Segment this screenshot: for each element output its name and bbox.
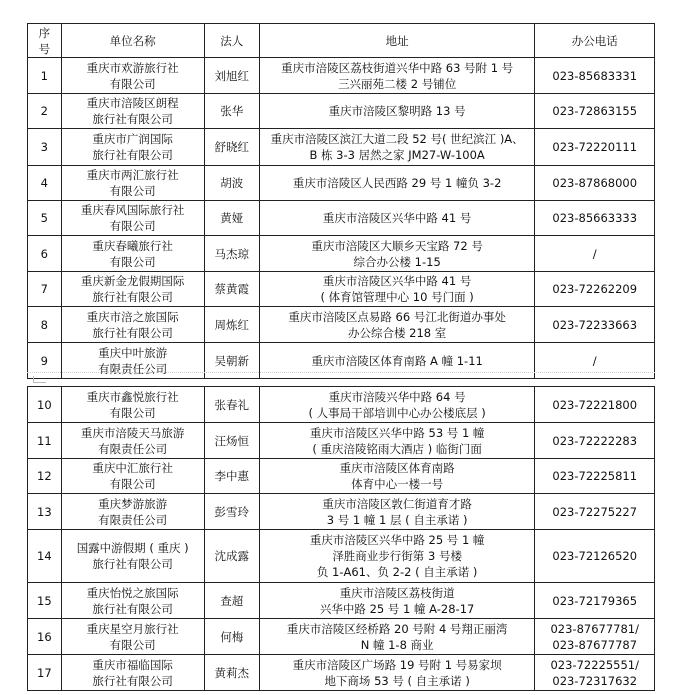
cell-legal	[204, 166, 259, 201]
table-row	[28, 58, 655, 94]
cell-phone	[535, 619, 655, 655]
cell-unit	[61, 58, 204, 94]
cell-address-text: 重庆市涪陵区点易路 66 号江北街道办事处 办公综合楼 218 室	[288, 309, 506, 340]
cell-unit	[61, 387, 204, 423]
cell-phone-text: 023-72863155	[552, 104, 638, 118]
cell-legal	[204, 583, 259, 619]
cell-legal-text: 彭雪玲	[214, 504, 249, 519]
cell-no	[28, 459, 62, 494]
cell-phone	[535, 530, 655, 583]
cell-unit-text: 重庆春风国际旅行社 有限公司	[80, 203, 185, 233]
cell-unit	[61, 236, 204, 272]
cell-legal-text: 汪炀恒	[214, 433, 249, 448]
cell-no-text: 3	[40, 140, 48, 154]
cell-phone-text: /	[592, 353, 597, 368]
cell-legal-text: 黄娅	[220, 211, 244, 225]
cell-unit	[61, 166, 204, 201]
cell-no	[28, 655, 62, 691]
header-phone	[535, 24, 655, 58]
cell-address-text: 重庆市涪陵区广场路 19 号附 1 号易家坝 地下商场 53 号 ( 自主承诺 )	[292, 657, 502, 688]
cell-legal-text: 舒晓红	[214, 140, 249, 154]
cell-no	[28, 272, 62, 307]
cell-unit-text: 重庆市涪陵天马旅游 有限责任公司	[80, 425, 185, 456]
cell-no-text: 4	[40, 176, 48, 190]
cell-unit	[61, 129, 204, 166]
cell-phone	[535, 58, 655, 94]
cell-unit	[61, 530, 204, 583]
cell-legal-text: 沈成露	[214, 549, 249, 563]
cell-unit	[61, 583, 204, 619]
header-unit	[61, 24, 204, 58]
cell-legal	[204, 530, 259, 583]
cell-phone	[535, 272, 655, 307]
cell-legal	[204, 201, 259, 236]
cell-phone	[535, 494, 655, 530]
table-header-row	[28, 24, 655, 58]
cell-unit-text: 重庆市广润国际 旅行社有限公司	[92, 132, 173, 162]
cell-phone	[535, 307, 655, 343]
cell-no	[28, 58, 62, 94]
cell-no	[28, 494, 62, 530]
cell-address	[259, 583, 535, 619]
cell-no-text: 2	[40, 104, 48, 118]
table-row	[28, 530, 655, 583]
cell-address-text: 重庆市涪陵区体育南路 体育中心一楼一号	[339, 461, 455, 491]
cell-phone-text: 023-72275227	[552, 504, 638, 519]
cell-address-text: 重庆市涪陵区兴华中路 25 号 1 幢 泽胜商业步行街第 3 号楼 负 1-A61、负 2-2 ( 自主承诺 )	[309, 533, 485, 579]
cell-address	[259, 94, 535, 129]
cell-no-text: 8	[40, 317, 48, 332]
cell-no-text: 9	[40, 353, 48, 368]
cell-unit-text: 国露中游假期 ( 重庆 ) 旅行社有限公司	[76, 541, 189, 571]
header-phone-label: 办公电话	[571, 33, 618, 48]
header-address-label: 地址	[385, 33, 409, 48]
cell-legal	[204, 655, 259, 691]
cell-legal-text: 胡波	[220, 176, 244, 190]
table-row	[28, 166, 655, 201]
cell-legal	[204, 236, 259, 272]
cell-phone-text: 023-87868000	[552, 176, 638, 190]
cell-address-text: 重庆市涪陵区荔枝街道 兴华中路 25 号 1 幢 A-28-17	[319, 585, 475, 616]
cell-legal	[204, 387, 259, 423]
cell-address	[259, 272, 535, 307]
cell-unit-text: 重庆中汇旅行社 有限公司	[92, 461, 173, 491]
cell-legal	[204, 619, 259, 655]
cell-no	[28, 583, 62, 619]
cell-phone	[535, 343, 655, 379]
cell-unit-text: 重庆市欢游旅行社 有限公司	[86, 60, 179, 91]
cell-address	[259, 655, 535, 691]
cell-legal	[204, 129, 259, 166]
table-row	[28, 494, 655, 530]
cell-unit	[61, 307, 204, 343]
cell-legal-text: 李中惠	[214, 469, 249, 483]
table-row	[28, 236, 655, 272]
cell-address-text: 重庆市涪陵区兴华中路 41 号	[322, 211, 472, 225]
cell-address	[259, 307, 535, 343]
cell-legal-text: 何梅	[220, 629, 244, 644]
cell-phone-text: 023-72225551/ 023-72317632	[550, 657, 639, 688]
table-row	[28, 619, 655, 655]
cell-phone-text: 023-72222283	[552, 433, 638, 448]
cell-phone-text: /	[592, 246, 597, 261]
cell-no-text: 1	[40, 68, 48, 83]
cell-unit	[61, 494, 204, 530]
cell-unit	[61, 619, 204, 655]
cell-no-text: 6	[40, 246, 48, 261]
cell-legal-text: 马杰琼	[214, 246, 249, 261]
cell-address-text: 重庆市涪陵区敦仁街道育才路 3 号 1 幢 1 层 ( 自主承诺 )	[322, 496, 472, 527]
cell-legal-text: 吴朝新	[214, 353, 249, 368]
cell-no	[28, 387, 62, 423]
cell-no-text: 14	[37, 549, 52, 563]
cell-unit	[61, 655, 204, 691]
cell-unit-text: 重庆市涪之旅国际 旅行社有限公司	[86, 309, 179, 340]
cell-no	[28, 166, 62, 201]
cell-legal-text: 黄莉杰	[214, 665, 249, 680]
cell-unit-text: 重庆市涪陵区朗程 旅行社有限公司	[86, 96, 179, 126]
cell-phone	[535, 129, 655, 166]
cell-phone-text: 023-72220111	[552, 140, 638, 154]
cell-unit-text: 重庆星空月旅行社 有限公司	[86, 621, 179, 652]
cell-phone-text: 023-87677781/ 023-87677787	[550, 621, 639, 652]
cell-no	[28, 343, 62, 379]
table-row	[28, 272, 655, 307]
cell-unit-text: 重庆市鑫悦旅行社 有限公司	[86, 389, 179, 420]
cell-phone-text: 023-85663333	[552, 211, 638, 225]
cell-no	[28, 530, 62, 583]
cell-address-text: 重庆市涪陵区黎明路 13 号	[328, 104, 466, 118]
agency-table-page-2	[27, 386, 655, 691]
cell-unit	[61, 423, 204, 459]
cell-no-text: 13	[37, 504, 52, 519]
cell-address	[259, 387, 535, 423]
cell-unit	[61, 343, 204, 379]
cell-address-text: 重庆市涪陵兴华中路 64 号 ( 人事局干部培训中心办公楼底层 )	[308, 389, 486, 420]
cell-address	[259, 494, 535, 530]
cell-address	[259, 129, 535, 166]
cell-legal	[204, 272, 259, 307]
cell-legal-text: 蔡黄霞	[214, 282, 249, 296]
cell-legal-text: 张春礼	[214, 397, 249, 412]
cell-phone	[535, 166, 655, 201]
cell-no	[28, 236, 62, 272]
table-row	[28, 387, 655, 423]
cell-address-text: 重庆市涪陵区荔枝街道兴华中路 63 号附 1 号 三兴丽苑二楼 2 号铺位	[281, 60, 514, 91]
cell-unit-text: 重庆中叶旅游 有限责任公司	[98, 345, 168, 376]
cell-phone-text: 023-72179365	[552, 593, 638, 608]
cell-no-text: 12	[37, 469, 52, 483]
cell-no	[28, 129, 62, 166]
cell-unit	[61, 272, 204, 307]
header-no-label: 序 号	[38, 25, 51, 56]
cell-unit	[61, 94, 204, 129]
cell-unit	[61, 201, 204, 236]
cell-no-text: 5	[40, 211, 48, 225]
cell-no	[28, 619, 62, 655]
table-row	[28, 94, 655, 129]
cell-legal-text: 查超	[220, 593, 244, 608]
cell-address-text: 重庆市涪陵区人民西路 29 号 1 幢负 3-2	[292, 176, 502, 190]
cell-unit	[61, 459, 204, 494]
cell-legal	[204, 423, 259, 459]
cell-phone	[535, 201, 655, 236]
cell-unit-text: 重庆怡悦之旅国际 旅行社有限公司	[86, 585, 179, 616]
cell-address-text: 重庆市涪陵区体育南路 A 幢 1-11	[311, 353, 483, 368]
page-divider	[27, 372, 655, 373]
cell-address	[259, 343, 535, 379]
cell-legal	[204, 307, 259, 343]
cell-no	[28, 307, 62, 343]
header-legal	[204, 24, 259, 58]
cell-no	[28, 423, 62, 459]
cell-legal	[204, 58, 259, 94]
cell-no-text: 10	[37, 397, 52, 412]
cell-no-text: 17	[37, 665, 52, 680]
cell-no-text: 11	[37, 433, 52, 448]
cell-no-text: 7	[40, 282, 48, 296]
cell-address-text: 重庆市涪陵区兴华中路 41 号 ( 体育馆管理中心 10 号门面 )	[320, 274, 474, 304]
cell-unit-text: 重庆春曦旅行社 有限公司	[92, 238, 173, 269]
cell-legal-text: 周炼红	[214, 317, 249, 332]
cell-legal-text: 张华	[220, 104, 244, 118]
cell-legal	[204, 343, 259, 379]
agency-table-page-1	[27, 23, 655, 379]
header-no	[28, 24, 62, 58]
cell-phone-text: 023-72262209	[552, 282, 638, 296]
cell-phone	[535, 583, 655, 619]
table-row	[28, 343, 655, 379]
cell-address	[259, 423, 535, 459]
cell-phone	[535, 94, 655, 129]
cell-phone	[535, 459, 655, 494]
cell-unit-text: 重庆新金龙假期国际 旅行社有限公司	[80, 274, 185, 304]
cell-address-text: 重庆市涪陵区经桥路 20 号附 4 号翔正丽湾 N 幢 1-8 商业	[286, 621, 508, 652]
page-corner-mark	[33, 376, 46, 383]
cell-phone-text: 023-72233663	[552, 317, 638, 332]
header-unit-label: 单位名称	[109, 33, 156, 48]
cell-phone	[535, 387, 655, 423]
cell-address	[259, 166, 535, 201]
cell-no	[28, 201, 62, 236]
cell-address	[259, 58, 535, 94]
table-row	[28, 129, 655, 166]
cell-no	[28, 94, 62, 129]
cell-address-text: 重庆市涪陵区大顺乡天宝路 72 号 综合办公楼 1-15	[311, 238, 483, 269]
cell-phone-text: 023-85683331	[552, 68, 638, 83]
table-row	[28, 423, 655, 459]
cell-phone-text: 023-72126520	[552, 549, 638, 563]
header-address	[259, 24, 535, 58]
table-row	[28, 459, 655, 494]
cell-no-text: 16	[37, 629, 52, 644]
cell-legal	[204, 494, 259, 530]
table-row	[28, 307, 655, 343]
cell-unit-text: 重庆市两汇旅行社 有限公司	[86, 168, 179, 198]
cell-phone-text: 023-72225811	[552, 469, 638, 483]
cell-address	[259, 459, 535, 494]
cell-no-text: 15	[37, 593, 52, 608]
table-row	[28, 655, 655, 691]
cell-unit-text: 重庆市福临国际 旅行社有限公司	[92, 657, 173, 688]
cell-address	[259, 530, 535, 583]
cell-legal	[204, 459, 259, 494]
cell-phone	[535, 655, 655, 691]
table-row	[28, 201, 655, 236]
table-row	[28, 583, 655, 619]
cell-phone	[535, 423, 655, 459]
cell-legal-text: 刘旭红	[214, 68, 249, 83]
cell-address-text: 重庆市涪陵区兴华中路 53 号 1 幢 ( 重庆涪陵铭雨大酒店 ) 临街门面	[309, 425, 485, 456]
cell-address-text: 重庆市涪陵区滨江大道二段 52 号( 世纪滨江 )A、 B 栋 3-3 居然之家 JM27-W-100A	[270, 132, 524, 162]
cell-legal	[204, 94, 259, 129]
cell-address	[259, 201, 535, 236]
cell-address	[259, 236, 535, 272]
cell-unit-text: 重庆梦游旅游 有限责任公司	[98, 496, 168, 527]
header-legal-label: 法人	[220, 33, 244, 48]
cell-address	[259, 619, 535, 655]
cell-phone-text: 023-72221800	[552, 397, 638, 412]
cell-phone	[535, 236, 655, 272]
